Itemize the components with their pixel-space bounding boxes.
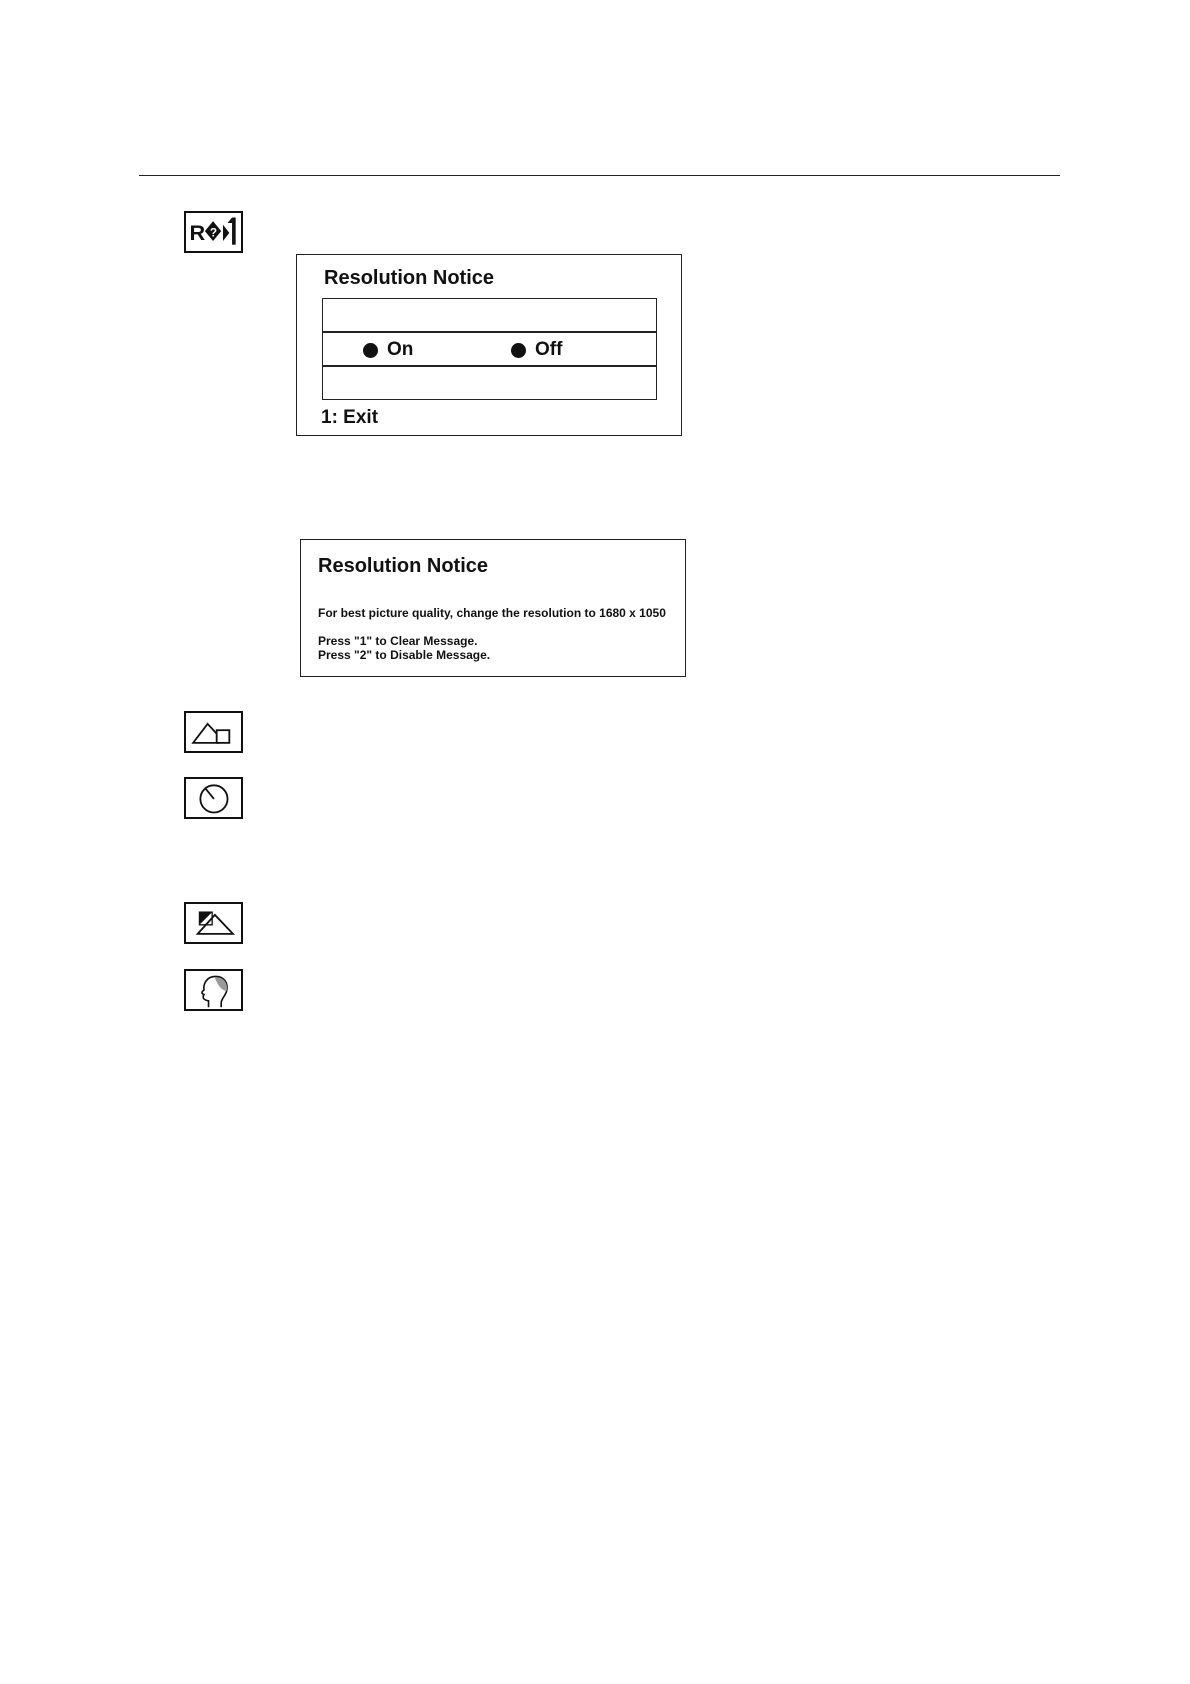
svg-text:R: R — [189, 220, 206, 246]
menu-row-empty-top — [322, 298, 657, 332]
menu-title: Resolution Notice — [324, 267, 495, 289]
option-off-label: Off — [535, 339, 563, 360]
resolution-notice-message — [300, 539, 686, 677]
message-line-disable: Press "2" to Disable Message. — [318, 648, 491, 662]
clock-icon — [184, 777, 243, 819]
header-rule — [139, 175, 1060, 176]
message-title: Resolution Notice — [318, 555, 489, 577]
radio-off-icon — [511, 343, 526, 358]
message-body: For best picture quality, change the resolution to 1680 x 1050 — [318, 606, 666, 620]
resolution-notice-menu — [296, 254, 682, 436]
option-on[interactable] — [363, 339, 413, 361]
option-on-label: On — [387, 339, 414, 360]
message-line-clear: Press "1" to Clear Message. — [318, 634, 478, 648]
radio-on-icon — [363, 343, 378, 358]
resolution-notice-icon — [184, 211, 243, 253]
menu-row-empty-bottom — [322, 366, 657, 400]
picture-icon — [184, 902, 243, 944]
shape-icon — [184, 711, 243, 753]
menu-row-options — [322, 332, 657, 366]
svg-text:?: ? — [209, 226, 218, 240]
profile-icon — [184, 969, 243, 1011]
option-off[interactable] — [511, 339, 562, 361]
exit-hint: 1: Exit — [321, 407, 379, 428]
